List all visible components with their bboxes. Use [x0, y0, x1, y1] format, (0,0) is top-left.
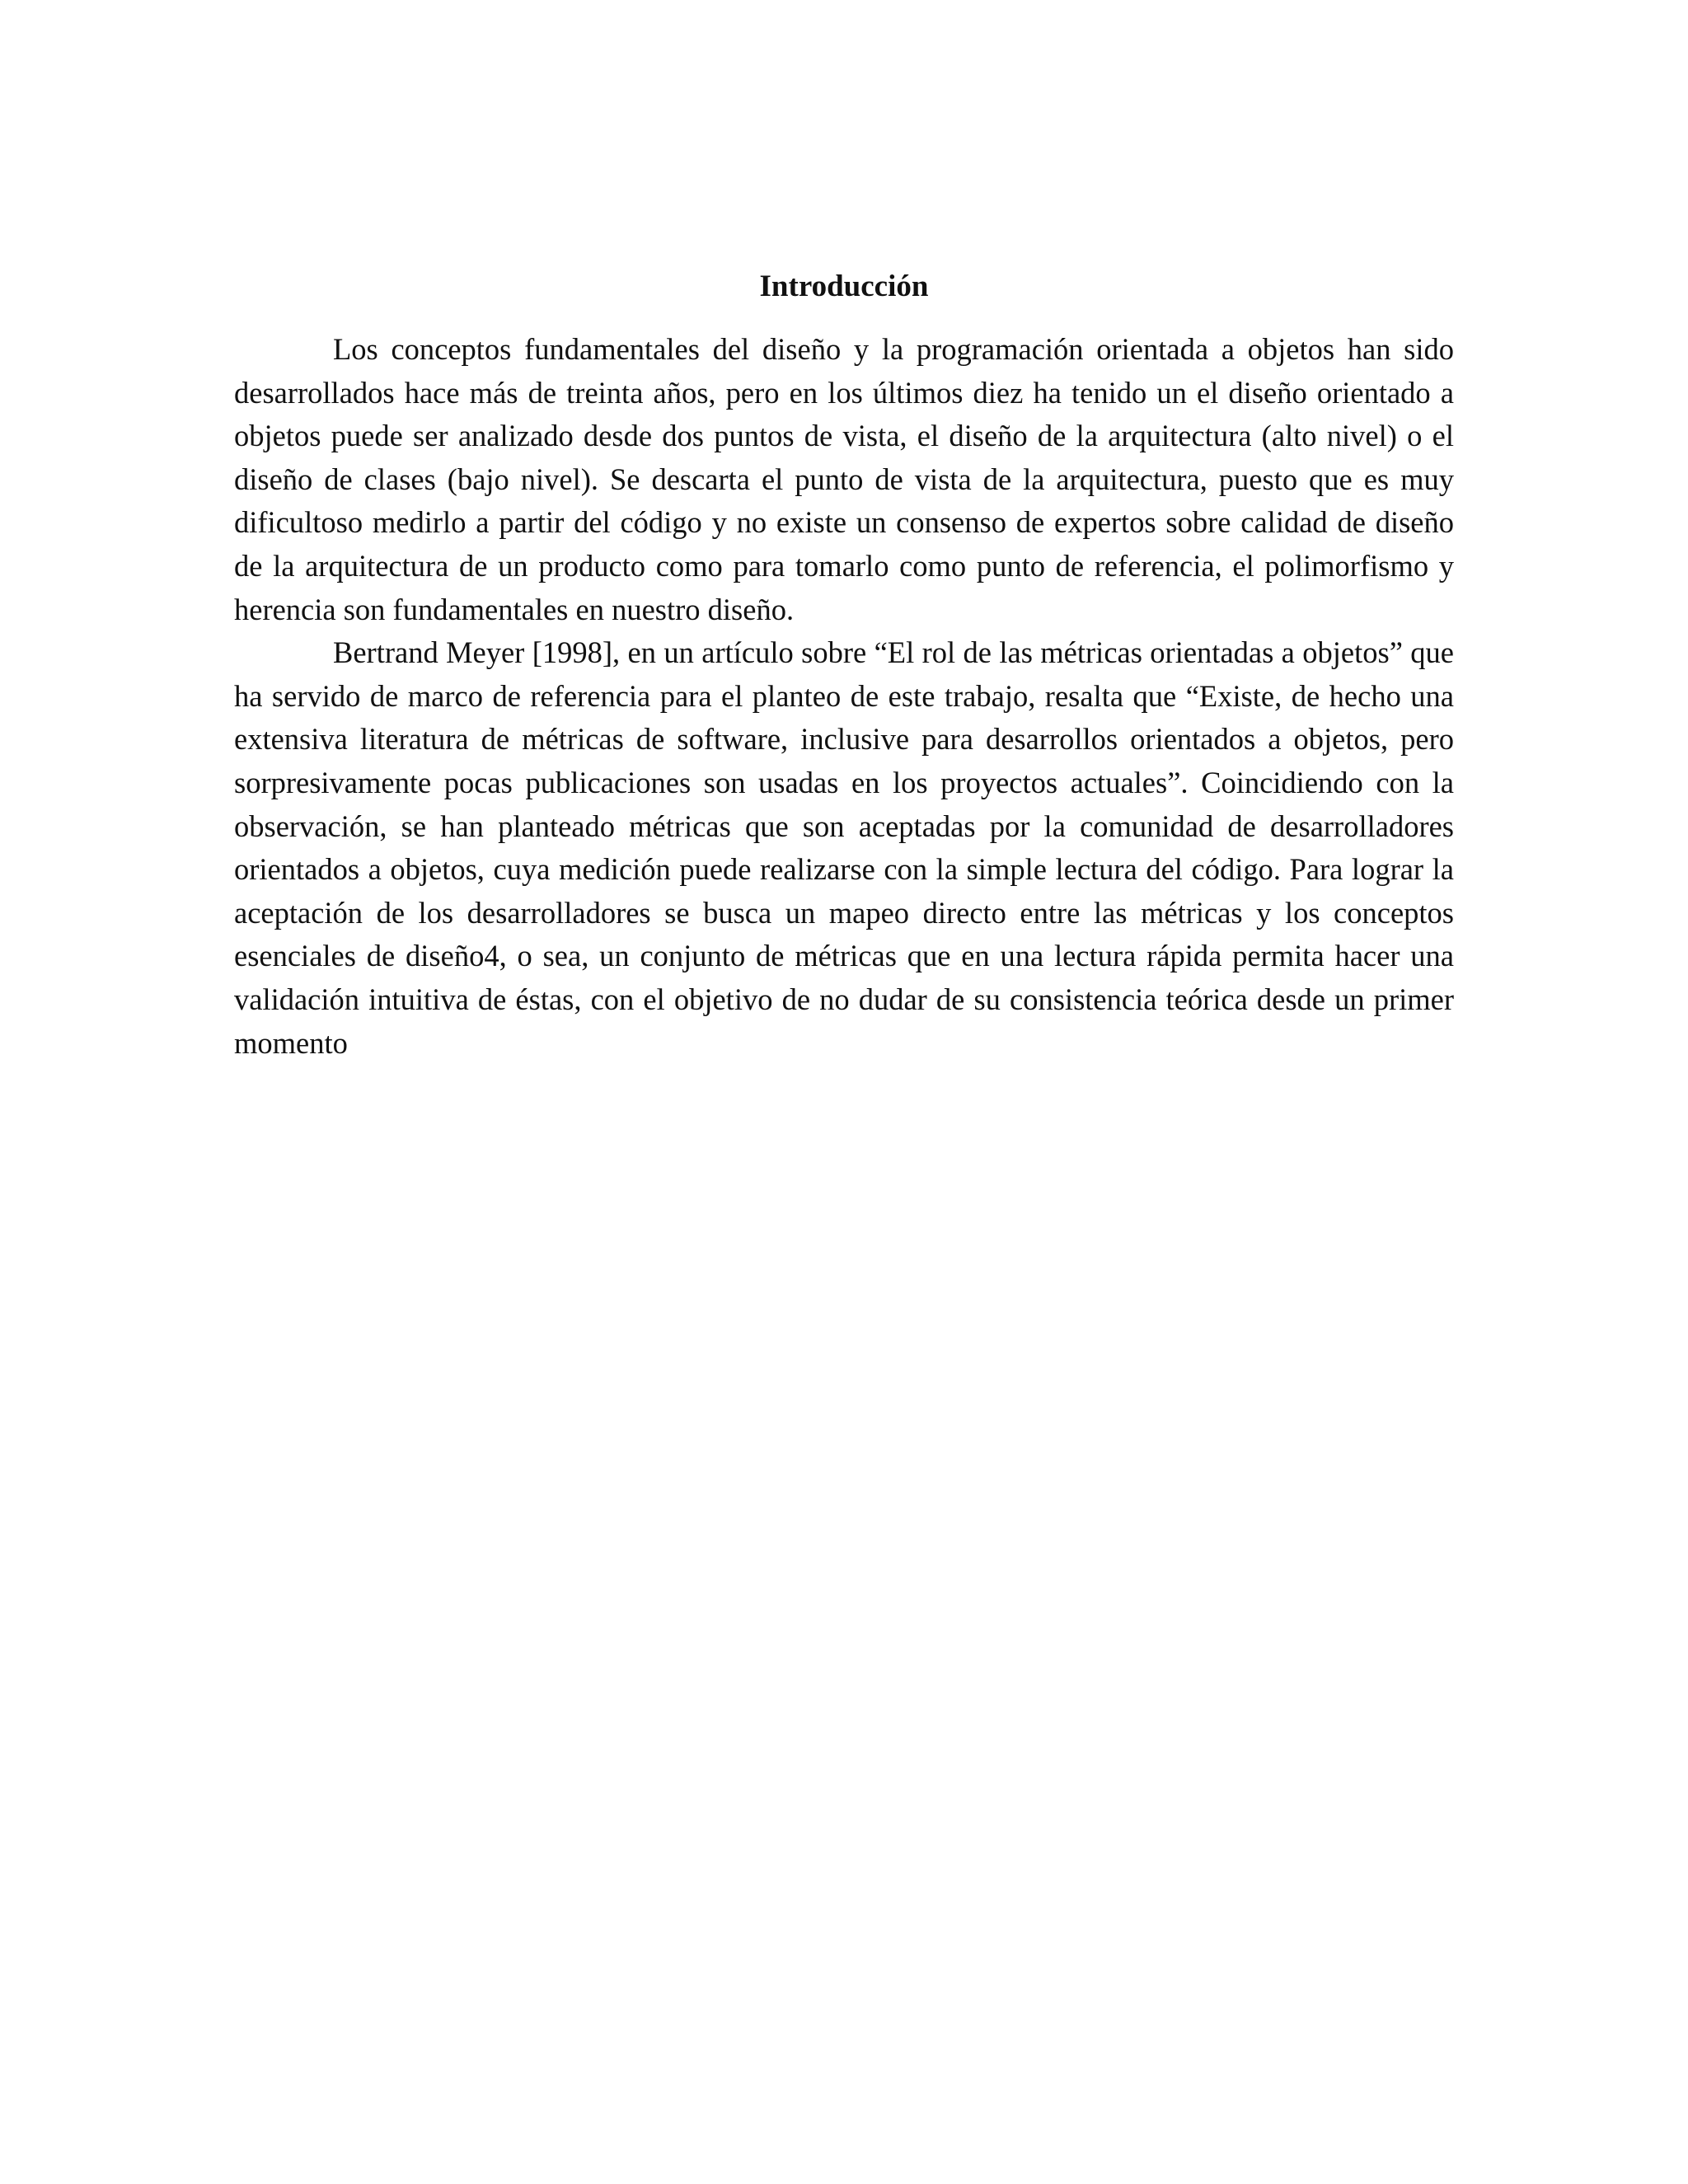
section-title: Introducción — [759, 269, 929, 303]
paragraph-concepts: Los conceptos fundamentales del diseño y la programación orientada a objetos han sido desarrollados hace más de treinta años, pero en los últimos diez ha tenido un el diseño orientado a objetos puede ser analizado desde dos puntos de vista, el diseño de la arquitectura (alto nivel) o el diseño de clases (bajo nivel). Se descarta el punto de vista de la arquitectura, puesto que es muy dificultoso medirlo a partir del código y no existe un consenso de expertos sobre calidad de diseño de la arquitectura de un producto como para tomarlo como punto de referencia, el polimorfismo y herencia son fundamentales en nuestro diseño. — [234, 332, 1454, 626]
document-body — [234, 265, 1454, 1065]
paragraph-meyer: Bertrand Meyer [1998], en un artículo sobre “El rol de las métricas orientadas a objetos” que ha servido de marco de referencia para el planteo de este trabajo, resalta que “Existe, de hecho una extensiva literatura de métricas de software, inclusive para desarrollos orientados a objetos, pero sorpresivamente pocas publicaciones son usadas en los proyectos actuales”. Coincidiendo con la observación, se han planteado métricas que son aceptadas por la comunidad de desarrolladores orientados a objetos, cuya medición puede realizarse con la simple lectura del código. Para lograr la aceptación de los desarrolladores se busca un mapeo directo entre las métricas y los conceptos esenciales de diseño4, o sea, un conjunto de métricas que en una lectura rápida permita hacer una validación intuitiva de éstas, con el objetivo de no dudar de su consistencia teórica desde un primer momento — [234, 635, 1454, 1060]
